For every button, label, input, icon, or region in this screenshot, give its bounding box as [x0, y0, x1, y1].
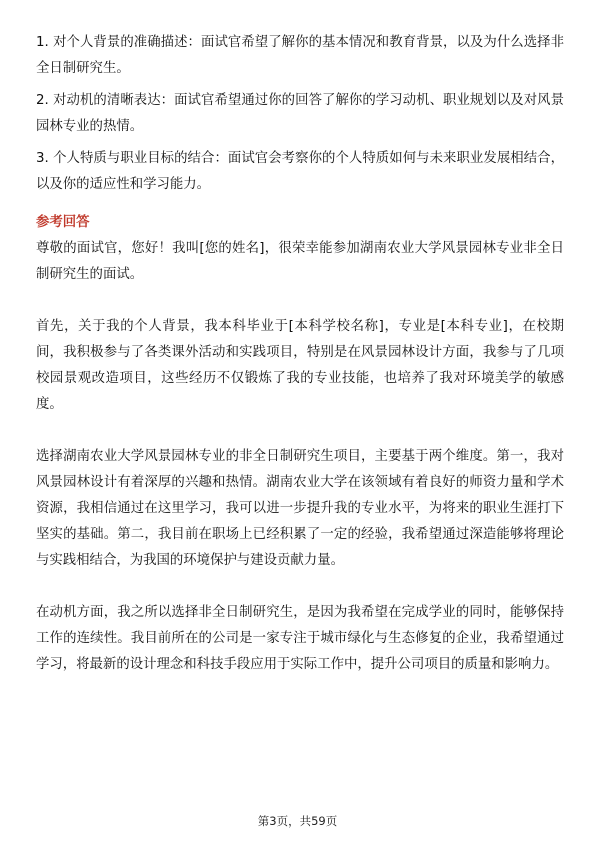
paragraph-background: 首先，关于我的个人背景，我本科毕业于[本科学校名称]，专业是[本科专业]，在校期间，我积极参与了各类课外活动和实践项目，特别是在风景园林设计方面，我参与了几项校园景观改造项目，这些经历不仅锻炼了我的专业技能，也培养了我对环境美学的敏感度。 — [36, 319, 564, 412]
page-content — [36, 30, 564, 678]
paragraph-choice: 选择湖南农业大学风景园林专业的非全日制研究生项目，主要基于两个维度。第一，我对风景园林设计有着深厚的兴趣和热情。湖南农业大学在该领域有着良好的师资力量和学术资源，我相信通过在这里学习，我可以进一步提升我的专业水平，为将来的职业生涯打下坚实的基础。第二，我目前在职场上已经积累了一定的经验，我希望通过深造能够将理论与实践相结合，为我国的环境保护与建设贡献力量。 — [36, 449, 564, 568]
paragraph-motivation: 在动机方面，我之所以选择非全日制研究生，是因为我希望在完成学业的同时，能够保持工作的连续性。我目前所在的公司是一家专注于城市绿化与生态修复的企业，我希望通过学习，将最新的设计理念和科技手段应用于实际工作中，提升公司项目的质量和影响力。 — [36, 605, 564, 672]
page-footer: 第3页，共59页 — [257, 814, 338, 828]
paragraph-greeting: 尊敬的面试官，您好！我叫[您的姓名]，很荣幸能参加湖南农业大学风景园林专业非全日制研究生的面试。 — [36, 241, 564, 282]
list-item-1: 1. 对个人背景的准确描述：面试官希望了解你的基本情况和教育背景，以及为什么选择非全日制研究生。 — [36, 35, 564, 76]
list-item-2: 2. 对动机的清晰表达：面试官希望通过你的回答了解你的学习动机、职业规划以及对风景园林专业的热情。 — [36, 93, 564, 134]
list-item-3: 3. 个人特质与职业目标的结合：面试官会考察你的个人特质如何与未来职业发展相结合，以及你的适应性和学习能力。 — [36, 151, 564, 192]
section-title: 参考回答 — [36, 215, 90, 230]
